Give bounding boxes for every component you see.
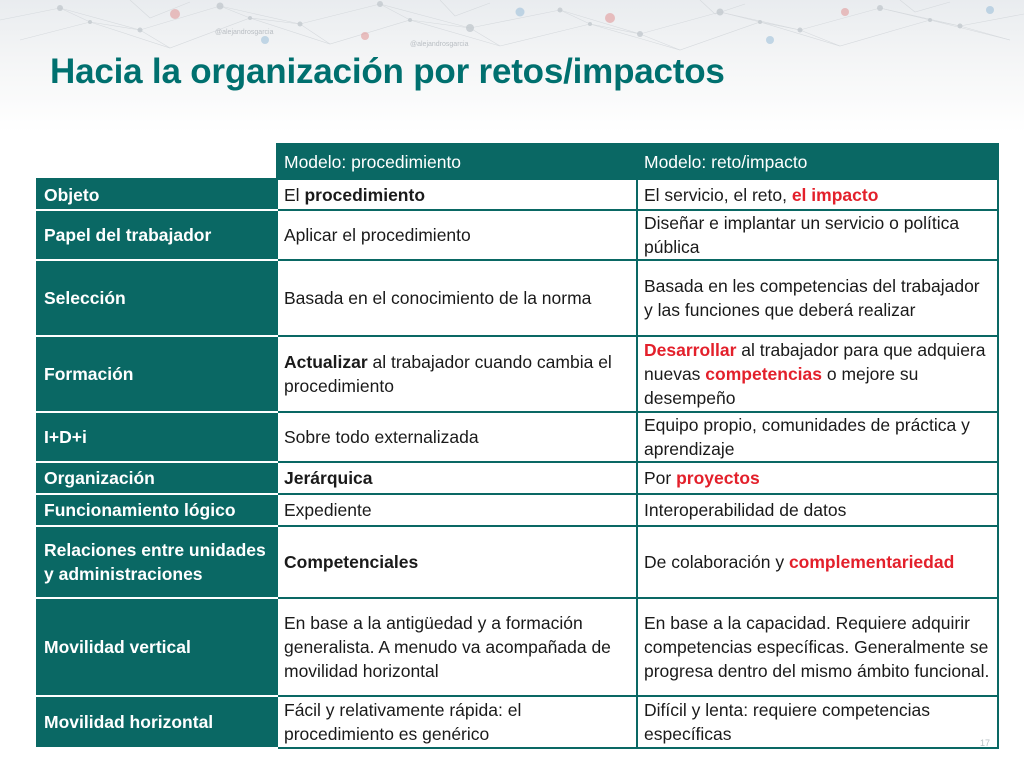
cell-reto-impacto xyxy=(637,598,998,696)
table-row-seleccion xyxy=(37,260,998,336)
cell-text-fragment: Jerárquica xyxy=(284,468,373,488)
cell-reto-impacto xyxy=(637,526,998,598)
row-label: Movilidad horizontal xyxy=(37,696,277,748)
cell-text-fragment: Sobre todo externalizada xyxy=(284,427,479,447)
cell-text-fragment: al trabajador para que adquiera nuevas xyxy=(644,340,986,384)
row-label: Movilidad vertical xyxy=(37,598,277,696)
cell-text-fragment: En base a la antigüedad y a formación generalista. A menudo va acompañada de movilidad horizontal xyxy=(284,613,611,681)
cell-text-fragment: Desarrollar xyxy=(644,340,737,360)
cell-text-fragment: proyectos xyxy=(676,468,760,488)
header-modelo-reto-impacto: Modelo: reto/impacto xyxy=(637,144,998,179)
cell-text-fragment: Actualizar xyxy=(284,352,368,372)
cell-reto-impacto xyxy=(637,696,998,748)
cell-procedimiento xyxy=(277,210,637,260)
cell-procedimiento xyxy=(277,412,637,462)
cell-procedimiento xyxy=(277,462,637,494)
cell-reto-impacto xyxy=(637,494,998,526)
cell-text-fragment: Interoperabilidad de datos xyxy=(644,500,847,520)
table-row-papel-del-trabajador xyxy=(37,210,998,260)
cell-reto-impacto xyxy=(637,179,998,210)
comparison-table xyxy=(36,143,999,749)
cell-text-fragment: Aplicar el procedimiento xyxy=(284,225,471,245)
row-label: Funcionamiento lógico xyxy=(37,494,277,526)
cell-procedimiento xyxy=(277,494,637,526)
cell-text-fragment: Basada en les competencias del trabajador y las funciones que deberá realizar xyxy=(644,276,980,320)
table-row-objeto xyxy=(37,179,998,210)
cell-procedimiento xyxy=(277,336,637,412)
row-label: Papel del trabajador xyxy=(37,210,277,260)
cell-reto-impacto xyxy=(637,336,998,412)
cell-text-fragment: El xyxy=(284,184,305,205)
cell-text-fragment: Difícil y lenta: requiere competencias específicas xyxy=(644,700,930,744)
cell-text-fragment: complementariedad xyxy=(788,552,955,572)
row-label: Objeto xyxy=(37,179,277,210)
cell-procedimiento xyxy=(277,179,637,210)
row-label: Organización xyxy=(37,462,277,494)
table-row-i-d-i xyxy=(37,412,998,462)
cell-text-fragment: Expediente xyxy=(284,500,372,520)
cell-procedimiento xyxy=(277,526,637,598)
table-header-row xyxy=(37,144,998,179)
table-row-formacion xyxy=(37,336,998,412)
cell-reto-impacto xyxy=(637,260,998,336)
table-row-movilidad-vertical xyxy=(37,598,998,696)
cell-text-fragment: competencias xyxy=(705,364,823,384)
cell-reto-impacto xyxy=(637,412,998,462)
cell-text-fragment: o mejore su desempeño xyxy=(644,364,919,408)
cell-text-fragment: el impacto xyxy=(791,184,879,205)
cell-text-fragment: Basada en el conocimiento de la norma xyxy=(284,288,592,308)
cell-text-fragment: Fácil y relativamente rápida: el procedimiento es genérico xyxy=(284,700,522,744)
cell-text-fragment: El servicio, el reto, xyxy=(644,184,792,205)
header-modelo-procedimiento: Modelo: procedimiento xyxy=(277,144,637,179)
cell-text-fragment: al trabajador cuando cambia el procedimiento xyxy=(284,352,612,396)
cell-text-fragment: De colaboración y xyxy=(644,552,789,572)
cell-text-fragment: Equipo propio, comunidades de práctica y aprendizaje xyxy=(644,415,970,459)
table-corner-cell xyxy=(37,144,277,179)
page-number: 17 xyxy=(980,738,991,748)
row-label: Relaciones entre unidades y administraciones xyxy=(37,526,277,598)
cell-procedimiento xyxy=(277,696,637,748)
table-row-organizacion xyxy=(37,462,998,494)
table-row-funcionamiento-logico xyxy=(37,494,998,526)
cell-reto-impacto xyxy=(637,462,998,494)
cell-text-fragment: procedimiento xyxy=(304,184,426,205)
table-row-movilidad-horizontal xyxy=(37,696,998,748)
cell-text-fragment: Por xyxy=(644,468,677,488)
row-label: Formación xyxy=(37,336,277,412)
cell-text-fragment: Competenciales xyxy=(284,552,419,572)
cell-procedimiento xyxy=(277,598,637,696)
cell-procedimiento xyxy=(277,260,637,336)
cell-reto-impacto xyxy=(637,210,998,260)
row-label: Selección xyxy=(37,260,277,336)
banner-watermark: @alejandrosgarcia xyxy=(215,29,274,36)
slide-title: Hacia la organización por retos/impactos xyxy=(50,52,725,91)
table-row-relaciones-entre-unidades-y-administraciones xyxy=(37,526,998,598)
row-label: I+D+i xyxy=(37,412,277,462)
cell-text-fragment: Diseñar e implantar un servicio o política pública xyxy=(644,213,960,257)
banner-watermark-2: @alejandrosgarcia xyxy=(410,41,469,48)
cell-text-fragment: En base a la capacidad. Requiere adquirir competencias específicas. Generalmente se progresa dentro del mismo ámbito funcional. xyxy=(644,613,990,681)
